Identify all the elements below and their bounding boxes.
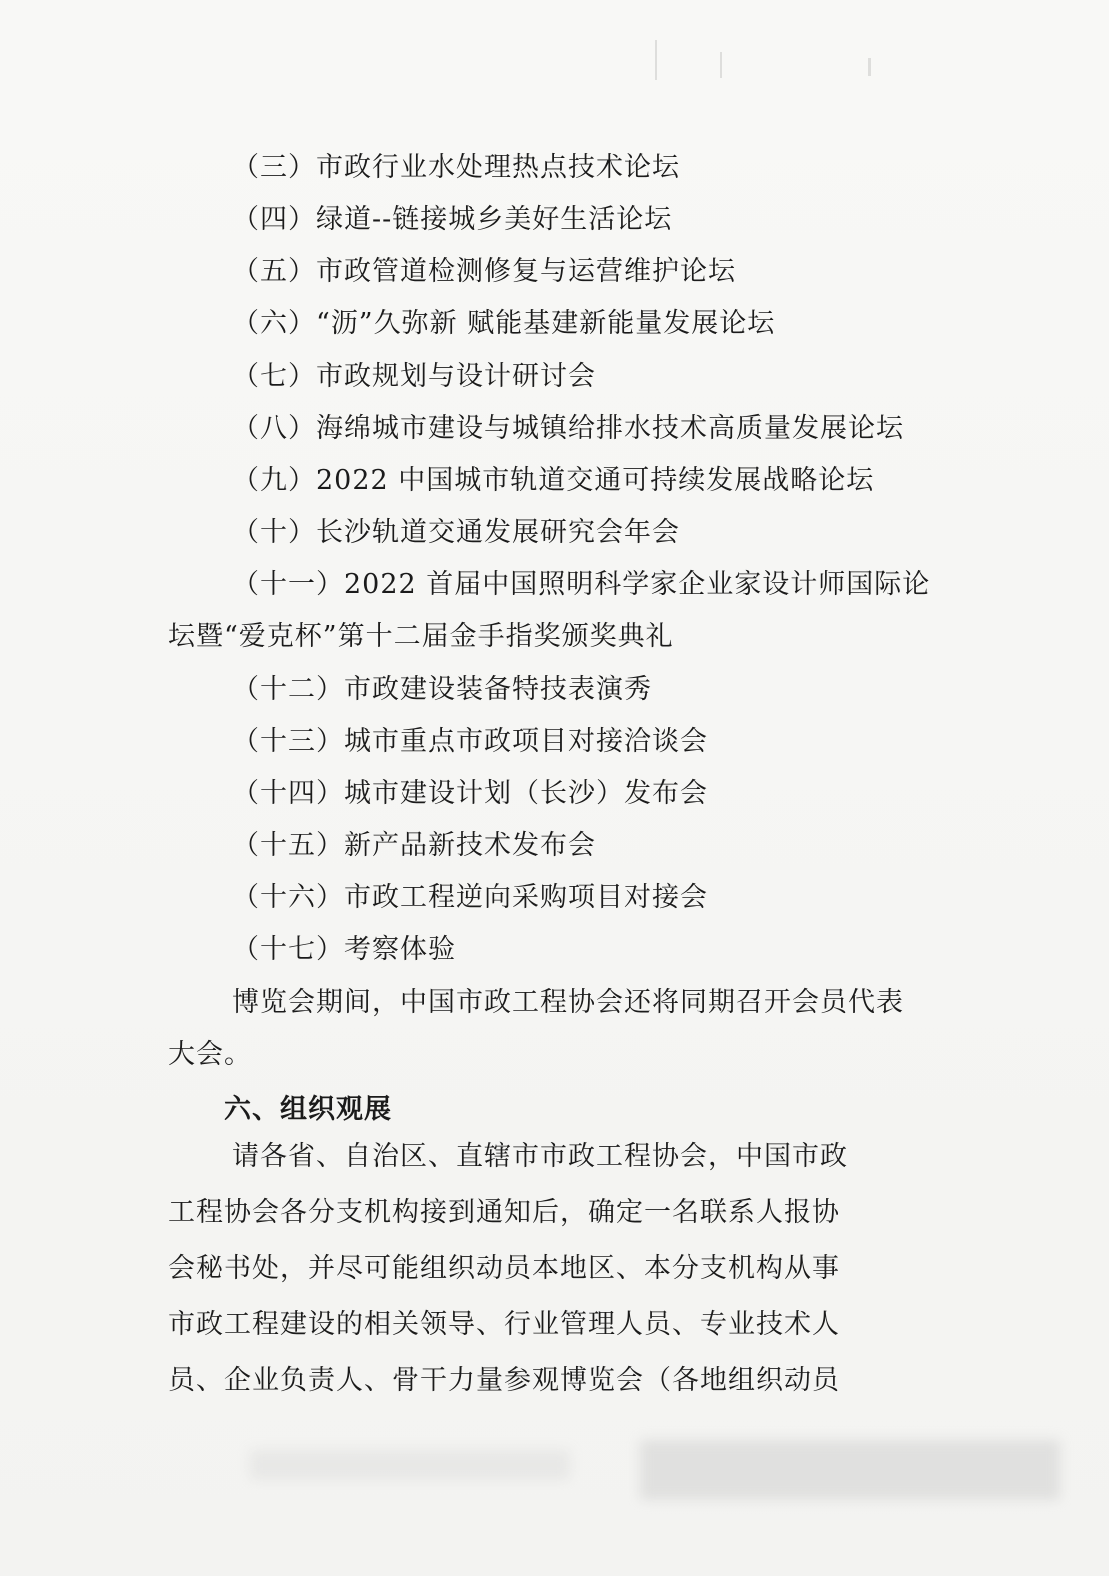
scan-mark	[720, 52, 722, 78]
list-item: （十六）市政工程逆向采购项目对接会	[232, 882, 708, 913]
list-item: （三）市政行业水处理热点技术论坛	[232, 152, 680, 183]
section-body-line: 请各省、自治区、直辖市市政工程协会，中国市政	[232, 1141, 848, 1172]
scan-smudge	[640, 1440, 1060, 1500]
list-item: （十五）新产品新技术发布会	[232, 830, 596, 861]
list-item: （八）海绵城市建设与城镇给排水技术高质量发展论坛	[232, 413, 904, 444]
expo-note-line: 大会。	[168, 1039, 252, 1070]
list-item: （十二）市政建设装备特技表演秀	[232, 674, 652, 705]
section-body-line: 会秘书处，并尽可能组织动员本地区、本分支机构从事	[168, 1253, 840, 1284]
section-body-line: 员、企业负责人、骨干力量参观博览会（各地组织动员	[168, 1365, 840, 1396]
list-item: （五）市政管道检测修复与运营维护论坛	[232, 256, 736, 287]
list-item-continuation: 坛暨“爱克杯”第十二届金手指奖颁奖典礼	[168, 621, 674, 652]
list-item: （四）绿道--链接城乡美好生活论坛	[232, 204, 673, 235]
list-item: （十七）考察体验	[232, 934, 456, 965]
list-item: （十四）城市建设计划（长沙）发布会	[232, 778, 708, 809]
list-item: （九）2022 中国城市轨道交通可持续发展战略论坛	[232, 465, 875, 496]
list-item: （十一）2022 首届中国照明科学家企业家设计师国际论	[232, 569, 931, 600]
scan-mark	[868, 58, 871, 76]
section-body-line: 工程协会各分支机构接到通知后，确定一名联系人报协	[168, 1197, 840, 1228]
list-item: （十）长沙轨道交通发展研究会年会	[232, 517, 680, 548]
scan-mark	[655, 40, 657, 80]
section-heading: 六、组织观展	[224, 1094, 392, 1125]
list-item: （七）市政规划与设计研讨会	[232, 361, 596, 392]
section-body-line: 市政工程建设的相关领导、行业管理人员、专业技术人	[168, 1309, 840, 1340]
scan-smudge	[250, 1450, 570, 1480]
expo-note-line: 博览会期间，中国市政工程协会还将同期召开会员代表	[232, 987, 904, 1018]
list-item: （六）“沥”久弥新 赋能基建新能量发展论坛	[232, 308, 776, 339]
list-item: （十三）城市重点市政项目对接洽谈会	[232, 726, 708, 757]
